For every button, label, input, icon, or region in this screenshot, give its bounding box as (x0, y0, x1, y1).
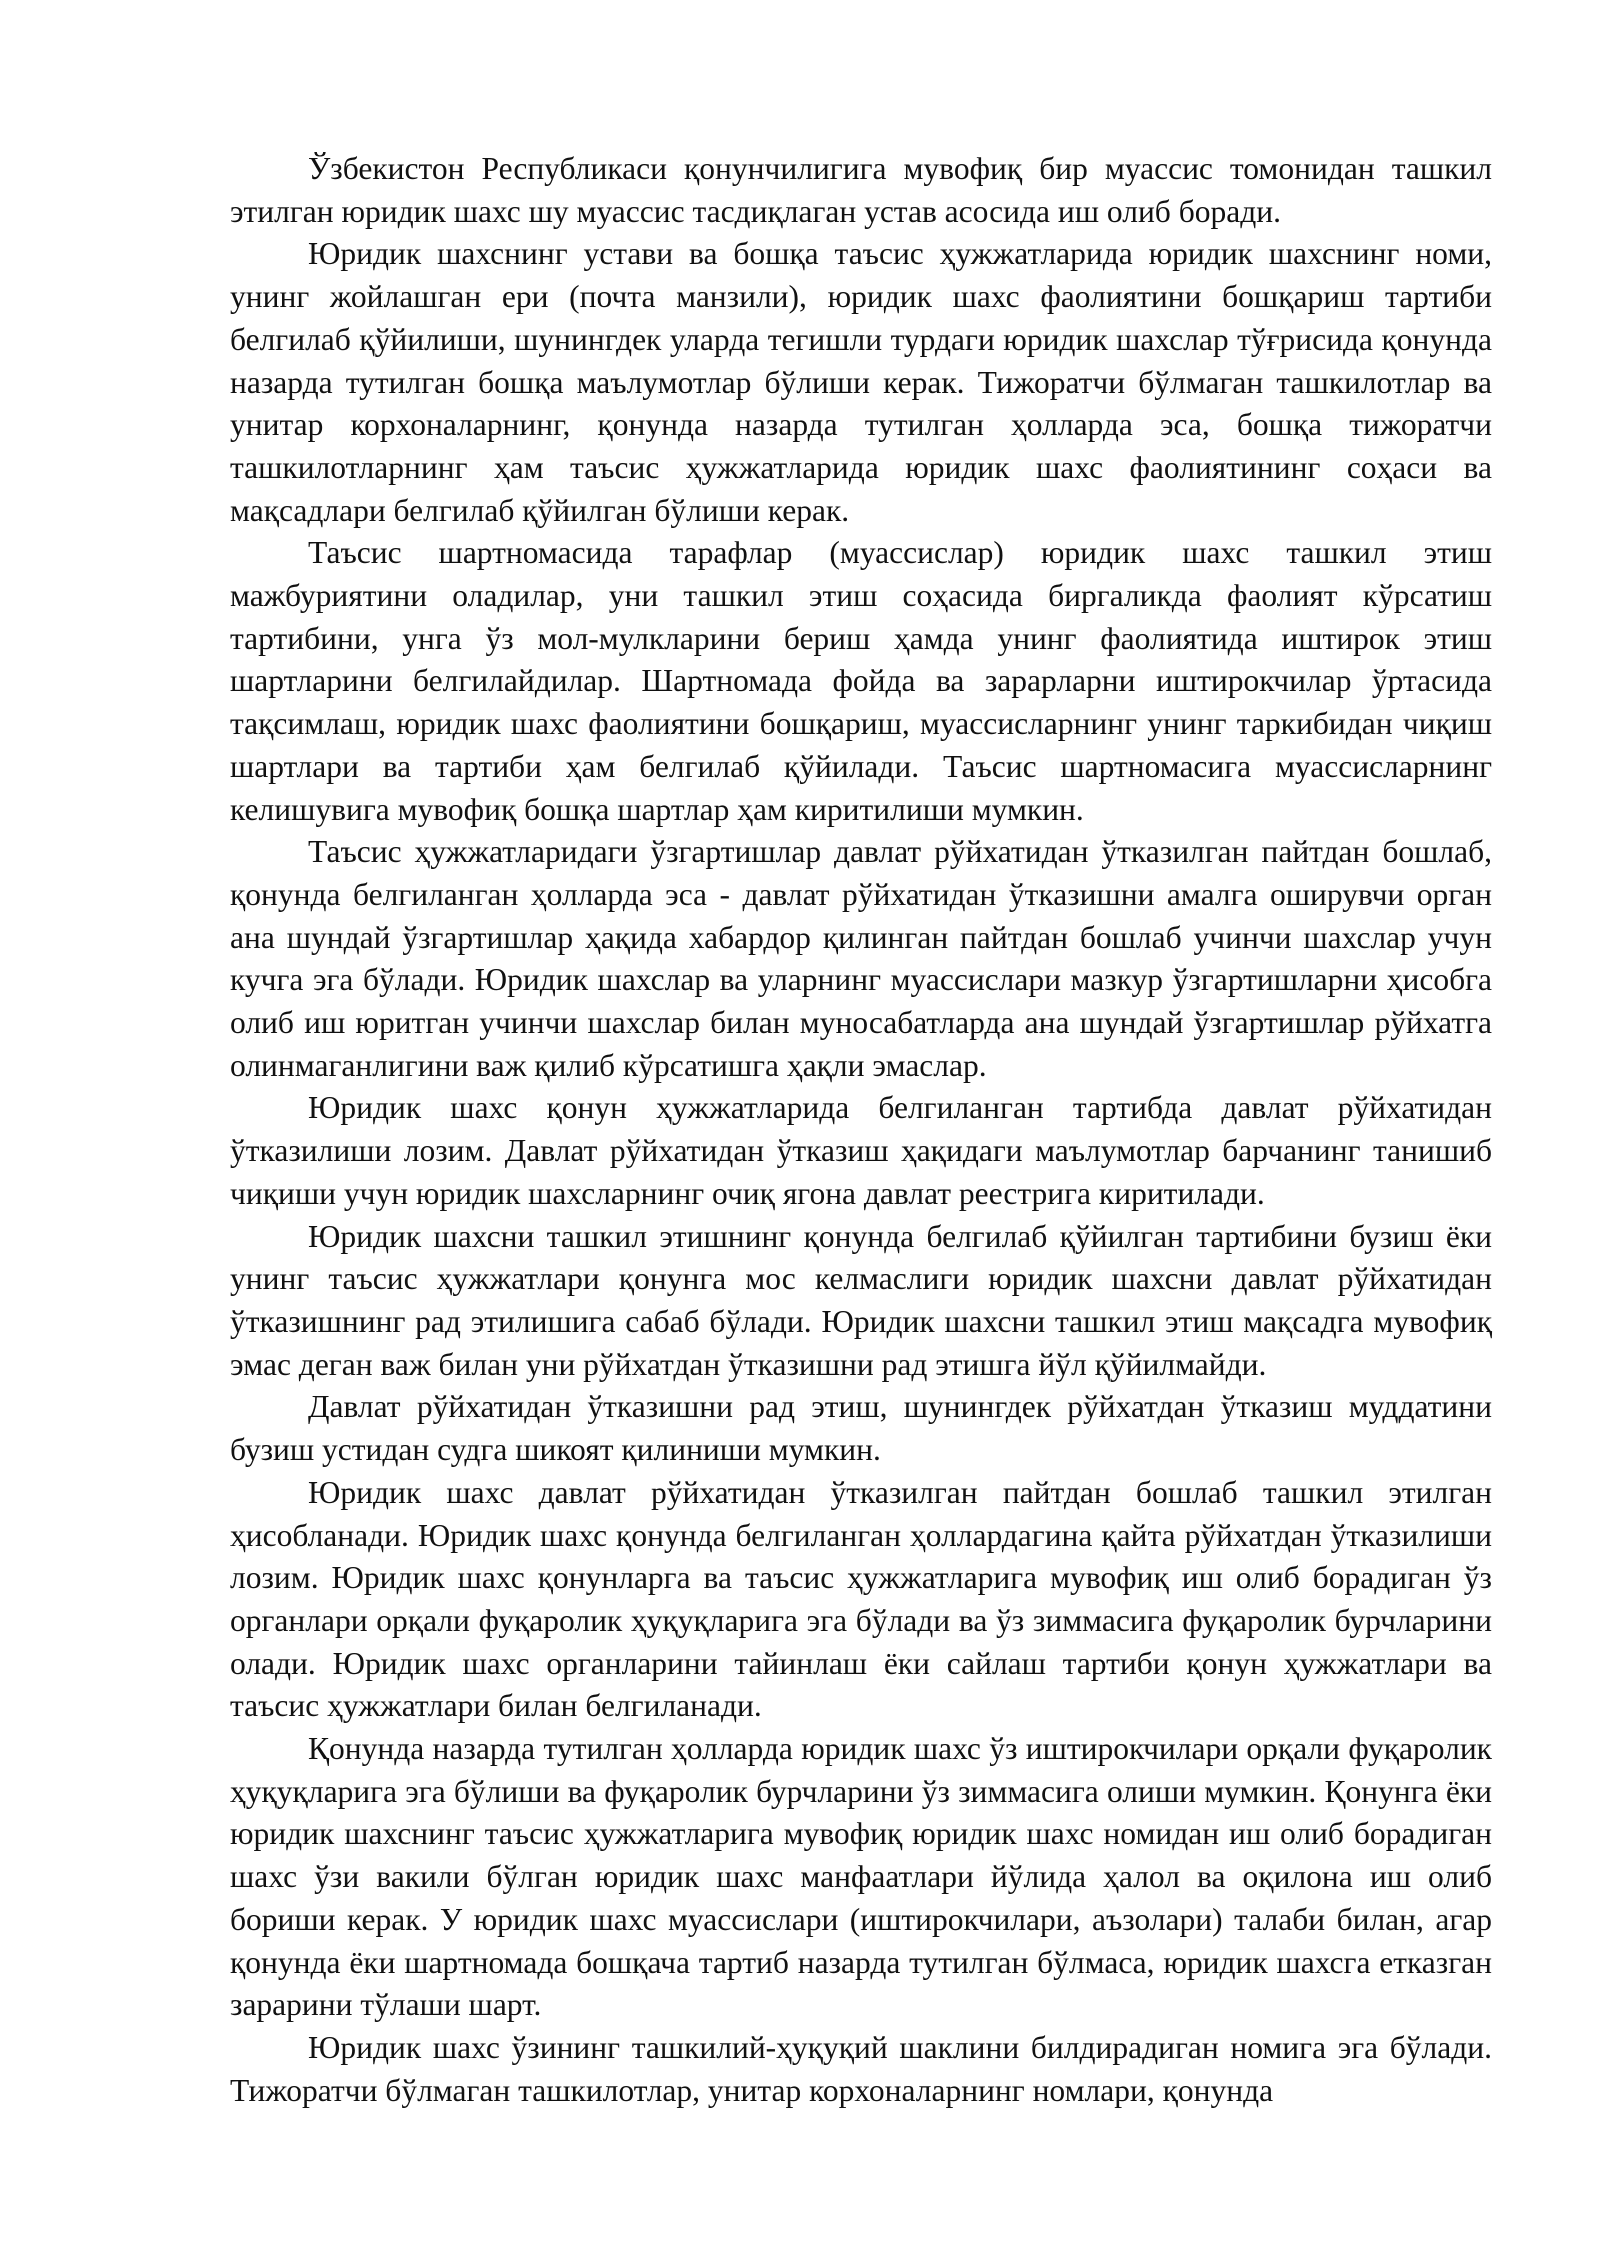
paragraph: Ўзбекистон Республикаси қонунчилигига мувофиқ бир муассис томонидан ташкил этилган юридик шахс шу муассис тасдиқлаган устав асосида иш олиб боради. (230, 151, 1492, 229)
paragraph: Юридик шахс қонун ҳужжатларида белгиланган тартибда давлат рўйхатидан ўтказилиши лозим. Давлат рўйхатидан ўтказиш ҳақидаги маълумотлар барчанинг танишиб чиқиши учун юридик шахсларнинг очиқ ягона давлат реестрига киритилади. (230, 1090, 1492, 1211)
paragraph: Давлат рўйхатидан ўтказишни рад этиш, шунингдек рўйхатдан ўтказиш муддатини бузиш устидан судга шикоят қилиниши мумкин. (230, 1389, 1492, 1468)
paragraph: Таъсис ҳужжатларидаги ўзгартишлар давлат рўйхатидан ўтказилган пайтдан бошлаб, қонунда белгиланган ҳолларда эса - давлат рўйхатидан ўтказишни амалга оширувчи орган ана шундай ўзгартишлар ҳақида хабардор қилинган пайтдан бошлаб учинчи шахслар учун кучга эга бўлади. Юридик шахслар ва уларнинг муассислари мазкур ўзгартишларни ҳисобга олиб иш юритган учинчи шахслар билан муносабатларда ана шундай ўзгартишлар рўйхатга олинмаганлигини важ қилиб кўрсатишга ҳақли эмаслар. (230, 834, 1492, 1083)
paragraph: Юридик шахснинг устави ва бошқа таъсис ҳужжатларида юридик шахснинг номи, унинг жойлашган ери (почта манзили), юридик шахс фаолиятини бошқариш тартиби белгилаб қўйилиши, шунингдек уларда тегишли турдаги юридик шахслар тўғрисида қонунда назарда тутилган бошқа маълумотлар бўлиши керак. Тижоратчи бўлмаган ташкилотлар ва унитар корхоналарнинг, қонунда назарда тутилган ҳолларда эса, бошқа тижоратчи ташкилотларнинг ҳам таъсис ҳужжатларида юридик шахс фаолиятининг соҳаси ва мақсадлари белгилаб қўйилган бўлиши керак. (230, 236, 1492, 528)
paragraph: Юридик шахс давлат рўйхатидан ўтказилган пайтдан бошлаб ташкил этилган ҳисобланади. Юридик шахс қонунда белгиланган ҳоллардагина қайта рўйхатдан ўтказилиши лозим. Юридик шахс қонунларга ва таъсис ҳужжатларига мувофиқ иш олиб борадиган ўз органлари орқали фуқаролик ҳуқуқларига эга бўлади ва ўз зиммасига фуқаролик бурчларини олади. Юридик шахс органларини тайинлаш ёки сайлаш тартиби қонун ҳужжатлари ва таъсис ҳужжатлари билан белгиланади. (230, 1474, 1492, 1724)
paragraph: Юридик шахс ўзининг ташкилий-ҳуқуқий шаклини билдирадиган номига эга бўлади. Тижоратчи бўлмаган ташкилотлар, унитар корхоналарнинг номлари, қонунда (230, 2029, 1492, 2108)
paragraph: Таъсис шартномасида тарафлар (муассислар) юридик шахс ташкил этиш мажбуриятини оладилар, уни ташкил этиш соҳасида биргаликда фаолият кўрсатиш тартибини, унга ўз мол-мулкларини бериш ҳамда унинг фаолиятида иштирок этиш шартларини белгилайдилар. Шартномада фойда ва зарарларни иштирокчилар ўртасида тақсимлаш, юридик шахс фаолиятини бошқариш, муассисларнинг унинг таркибидан чиқиш шартлари ва тартиби ҳам белгилаб қўйилади. Таъсис шартномасига муассисларнинг келишувига мувофиқ бошқа шартлар ҳам киритилиши мумкин. (230, 535, 1492, 827)
document-page (230, 148, 1492, 2112)
paragraph: Юридик шахсни ташкил этишнинг қонунда белгилаб қўйилган тартибини бузиш ёки унинг таъсис ҳужжатлари қонунга мос келмаслиги юридик шахсни давлат рўйхатидан ўтказишнинг рад этилишига сабаб бўлади. Юридик шахсни ташкил этиш мақсадга мувофиқ эмас деган важ билан уни рўйхатдан ўтказишни рад этишга йўл қўйилмайди. (230, 1218, 1492, 1382)
paragraph: Қонунда назарда тутилган ҳолларда юридик шахс ўз иштирокчилари орқали фуқаролик ҳуқуқларига эга бўлиши ва фуқаролик бурчларини ўз зиммасига олиши мумкин. Қонунга ёки юридик шахснинг таъсис ҳужжатларига мувофиқ юридик шахс номидан иш олиб борадиган шахс ўзи вакили бўлган юридик шахс манфаатлари йўлида ҳалол ва оқилона иш олиб бориши керак. У юридик шахс муассислари (иштирокчилари, аъзолари) талаби билан, агар қонунда ёки шартномада бошқача тартиб назарда тутилган бўлмаса, юридик шахсга етказган зарарини тўлаши шарт. (230, 1731, 1492, 2023)
